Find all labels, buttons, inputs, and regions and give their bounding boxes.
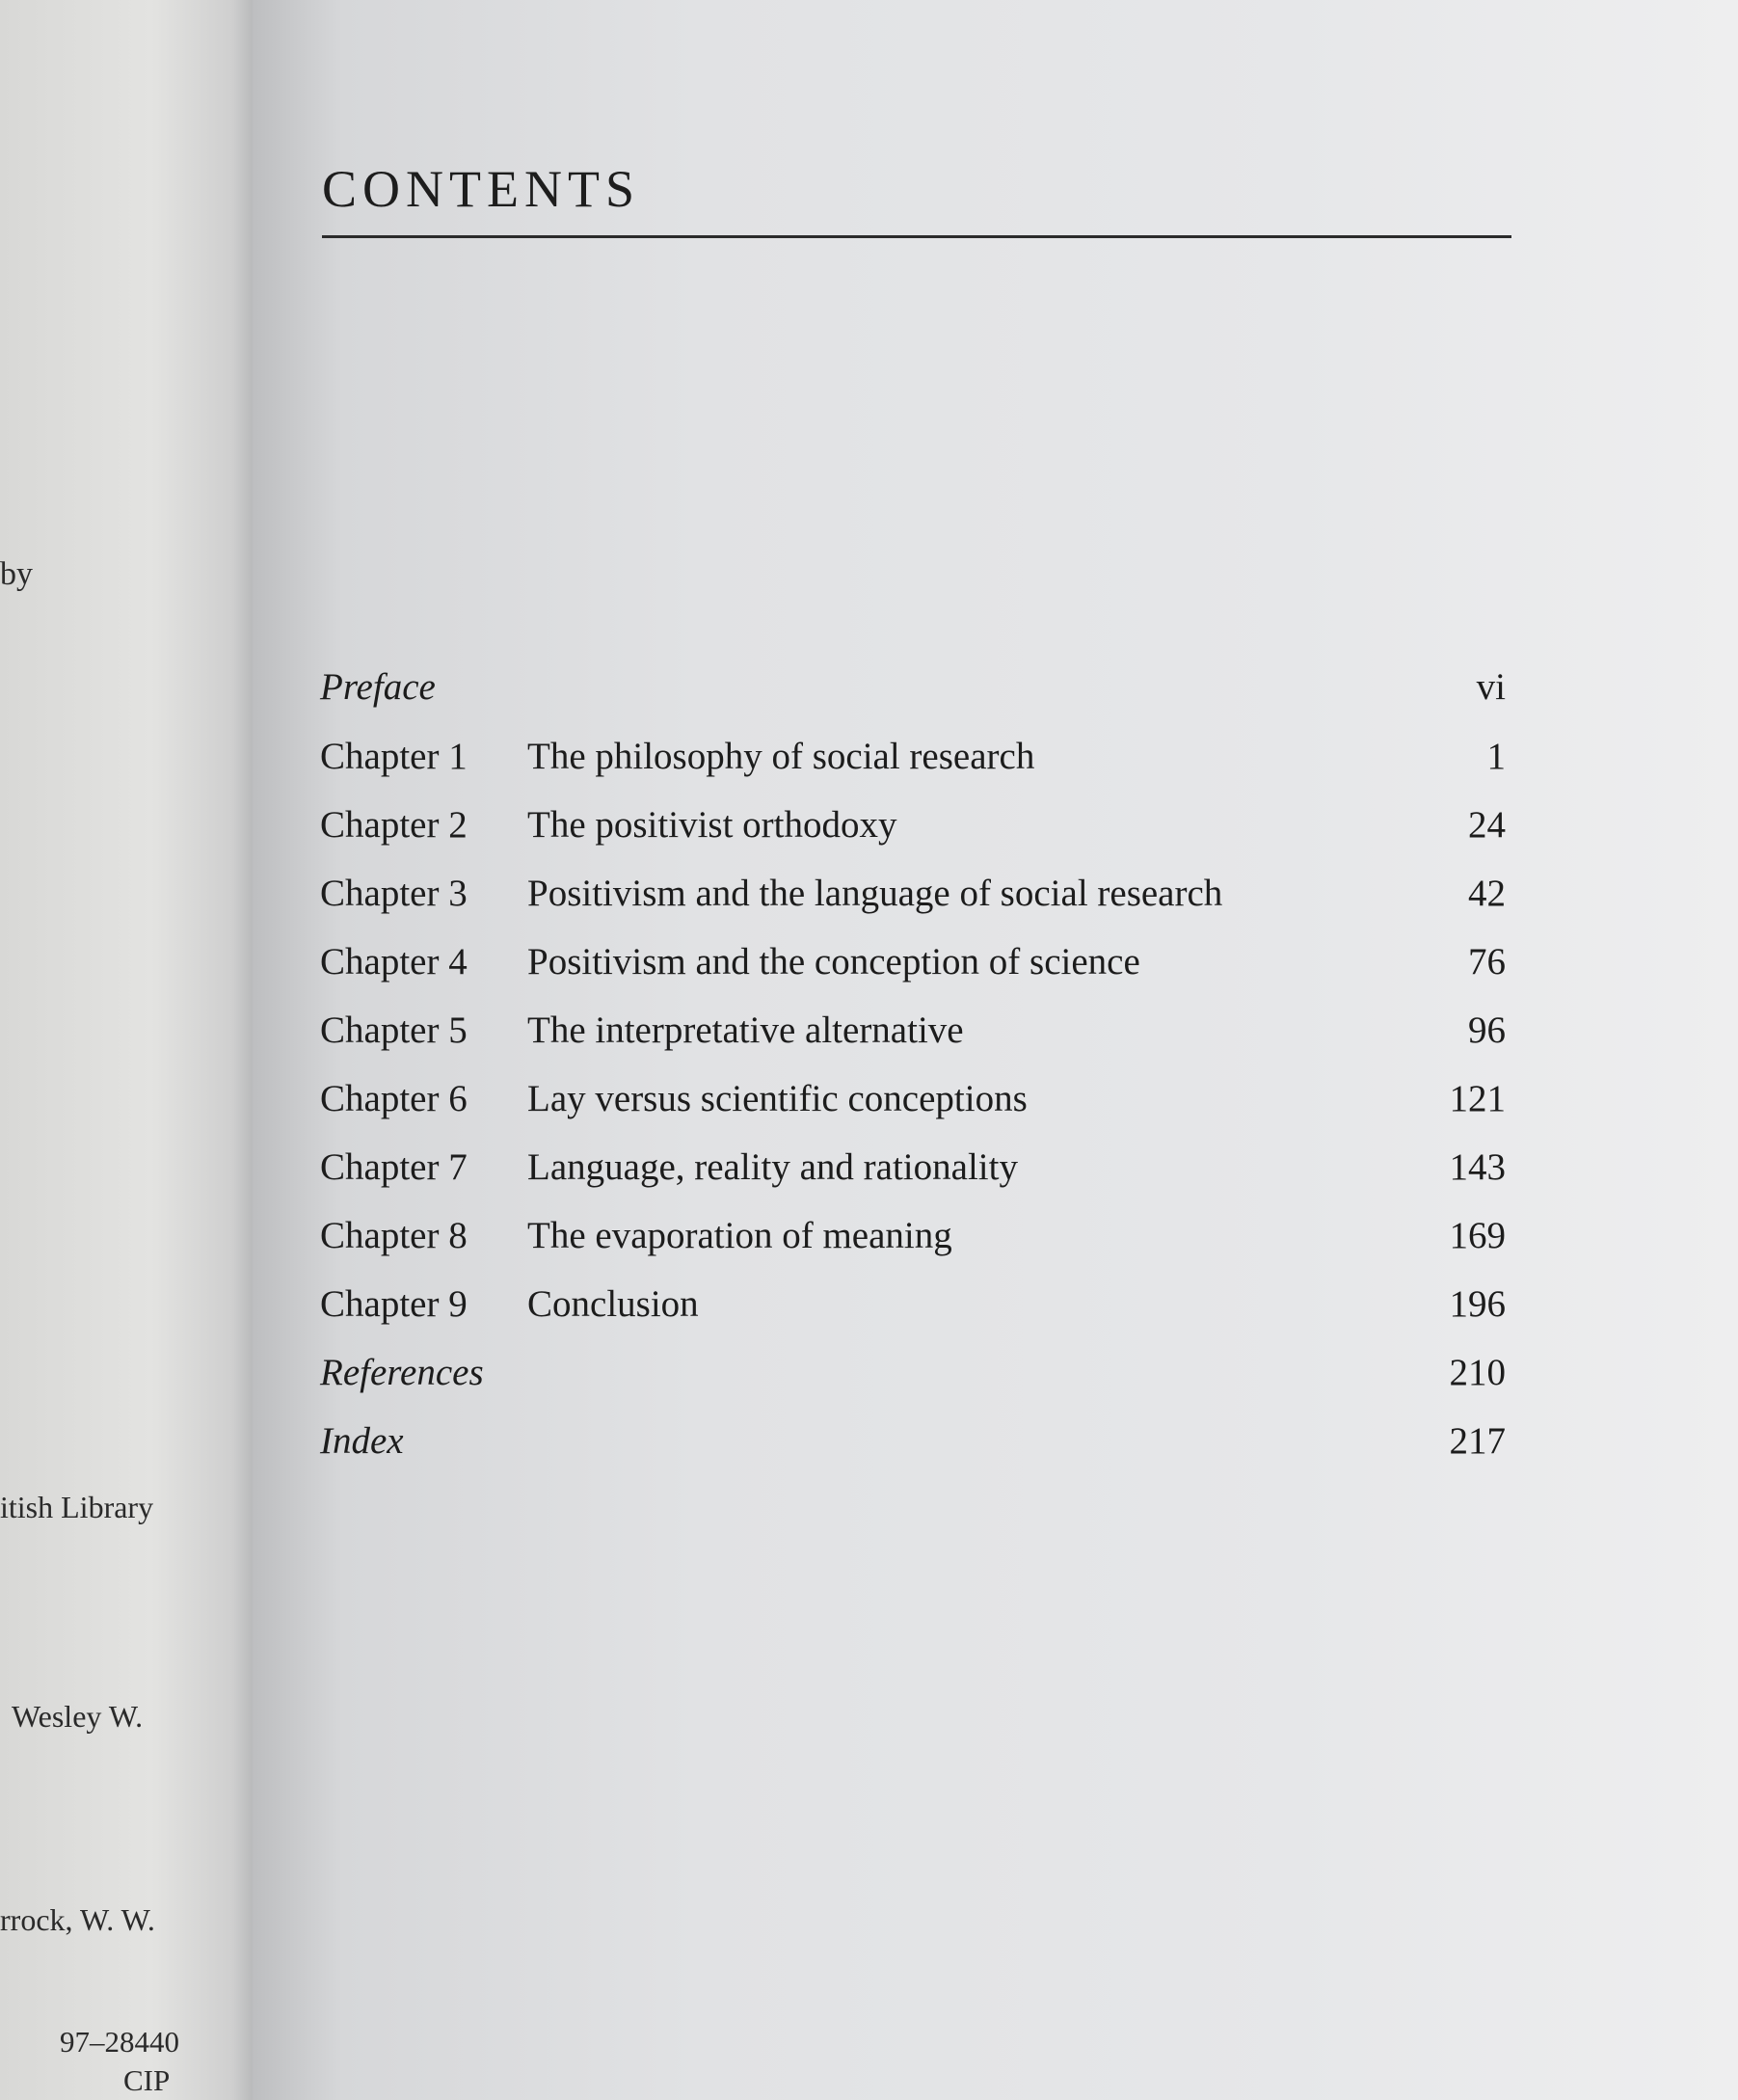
toc-entry-page: 217 — [1449, 1420, 1506, 1462]
toc-entry-chapter-6 — [320, 1077, 1506, 1135]
toc-entry-label: Preface — [320, 666, 436, 708]
toc-entry-chapter-2 — [320, 803, 1506, 861]
toc-entry-page: 210 — [1449, 1352, 1506, 1393]
toc-entry-label: Chapter 7 — [320, 1146, 468, 1188]
toc-entry-preface — [320, 665, 1506, 723]
toc-entry-label: Chapter 4 — [320, 941, 468, 983]
toc-entry-label: Chapter 3 — [320, 873, 468, 914]
toc-entry-page: 143 — [1449, 1146, 1506, 1188]
toc-entry-title: The positivist orthodoxy — [527, 804, 897, 846]
contents-heading: CONTENTS — [322, 160, 640, 218]
toc-entry-page: 24 — [1468, 804, 1506, 846]
facing-page-text-wesley: Wesley W. — [12, 1699, 144, 1734]
toc-entry-chapter-9 — [320, 1282, 1506, 1340]
facing-page-text-library: itish Library — [0, 1490, 154, 1524]
toc-entry-label: Chapter 8 — [320, 1215, 468, 1256]
toc-entry-title: Conclusion — [527, 1283, 699, 1325]
heading-rule — [322, 235, 1511, 238]
toc-entry-title: The evaporation of meaning — [527, 1215, 952, 1256]
toc-entry-label: References — [320, 1352, 484, 1393]
toc-entry-page: 1 — [1486, 736, 1506, 777]
toc-entry-page: 169 — [1449, 1215, 1506, 1256]
facing-page — [0, 0, 253, 2100]
toc-entry-label: Chapter 9 — [320, 1283, 468, 1325]
toc-entry-chapter-8 — [320, 1214, 1506, 1272]
toc-entry-chapter-7 — [320, 1145, 1506, 1203]
facing-page-text-rrock: rrock, W. W. — [0, 1902, 155, 1937]
toc-entry-title: Positivism and the conception of science — [527, 941, 1140, 983]
facing-page-text-cip: CIP — [123, 2063, 171, 2097]
toc-entry-page: 42 — [1468, 873, 1506, 914]
toc-entry-page: vi — [1476, 666, 1506, 708]
toc-entry-label: Chapter 5 — [320, 1010, 468, 1051]
toc-entry-page: 121 — [1449, 1078, 1506, 1119]
toc-entry-chapter-1 — [320, 735, 1506, 793]
toc-entry-title: The interpretative alternative — [527, 1010, 964, 1051]
toc-entry-label: Chapter 6 — [320, 1078, 468, 1119]
toc-entry-references — [320, 1351, 1506, 1409]
toc-entry-title: The philosophy of social research — [527, 736, 1035, 777]
toc-entry-title: Lay versus scientific conceptions — [527, 1078, 1028, 1119]
toc-entry-index — [320, 1419, 1506, 1477]
toc-entry-page: 96 — [1468, 1010, 1506, 1051]
toc-entry-chapter-4 — [320, 940, 1506, 998]
toc-entry-title: Positivism and the language of social research — [527, 873, 1223, 914]
toc-entry-chapter-3 — [320, 872, 1506, 929]
facing-page-text-by: by — [0, 556, 33, 592]
toc-entry-page: 196 — [1449, 1283, 1506, 1325]
facing-page-text-cip-number: 97–28440 — [60, 2025, 179, 2059]
toc-entry-label: Chapter 1 — [320, 736, 468, 777]
toc-entry-label: Chapter 2 — [320, 804, 468, 846]
toc-entry-label: Index — [320, 1420, 404, 1462]
toc-entry-chapter-5 — [320, 1009, 1506, 1066]
toc-entry-title: Language, reality and rationality — [527, 1146, 1018, 1188]
toc-entry-page: 76 — [1468, 941, 1506, 983]
